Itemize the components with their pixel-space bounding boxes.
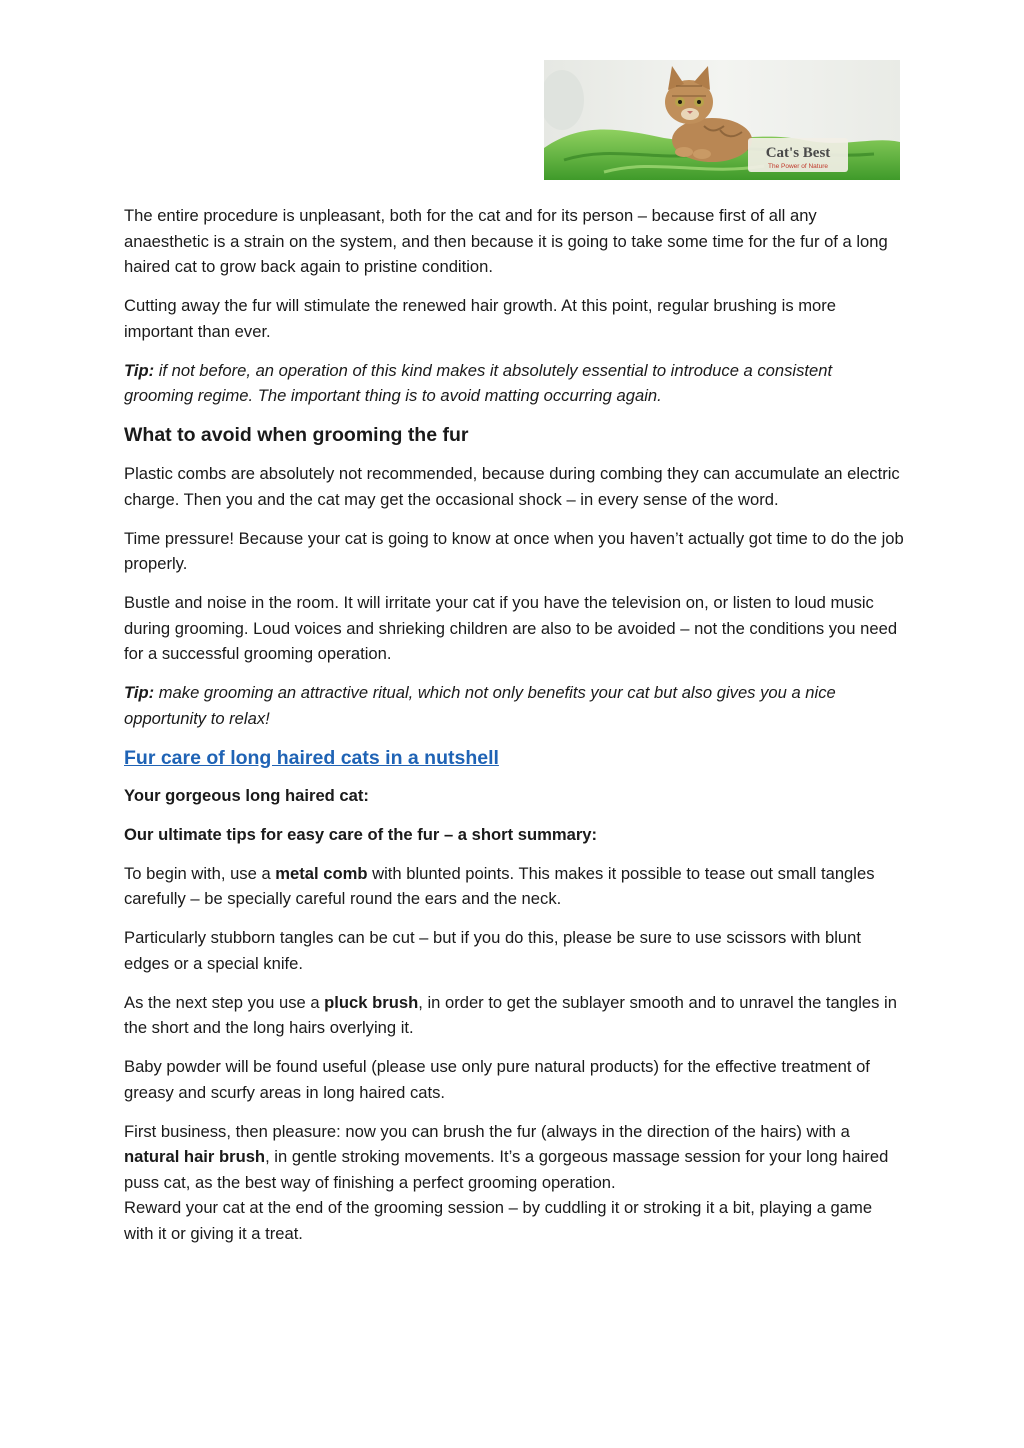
paragraph-procedure: The entire procedure is unpleasant, both for the cat and for its person – because first of all any anaesthetic is a strain on the system, and then because it is going to take some time for the fur of a long haired cat to grow back again to pristine condition. xyxy=(124,206,888,276)
paragraph-metal-comb xyxy=(124,861,904,912)
paragraph-stubborn-tangles: Particularly stubborn tangles can be cut – but if you do this, please be sure to use scissors with blunt edges or a special knife. xyxy=(124,928,861,973)
tip-label: Tip: xyxy=(124,683,155,702)
text-span: As the next step you use a xyxy=(124,992,325,1012)
paragraph-pluck-brush xyxy=(124,990,904,1041)
text-span: , in gentle stroking movements. It’s a gorgeous massage session for your long haired puss cat, as the best way of finishing a perfect grooming operation. xyxy=(124,1147,889,1192)
text-span: , in order to get the sublayer smooth and to unravel the tangles in the short and the long hairs overlying it. xyxy=(124,992,897,1037)
tip-ritual xyxy=(124,680,904,731)
text-span: To begin with, use a xyxy=(124,863,276,883)
brand-tagline-text: The Power of Nature xyxy=(768,163,828,170)
emphasis-metal-comb: metal comb xyxy=(275,863,368,883)
emphasis-natural-hair-brush: natural hair brush xyxy=(124,1147,266,1166)
paragraph-regrowth: Cutting away the fur will stimulate the renewed hair growth. At this point, regular brushing is more important than ever. xyxy=(124,296,837,341)
bold-intro-line: Your gorgeous long haired cat: xyxy=(124,785,369,805)
text-span: with blunted points. This makes it possible to tease out small tangles carefully – be specially careful round the ears and the neck. xyxy=(124,863,875,908)
emphasis-pluck-brush: pluck brush xyxy=(324,992,419,1012)
paragraph-time-pressure: Time pressure! Because your cat is going to know at once when you haven’t actually got time to do the job properly. xyxy=(124,528,904,573)
paragraph-natural-brush xyxy=(124,1119,904,1196)
paragraph-plastic-combs: Plastic combs are absolutely not recommended, because during combing they can accumulate an electric charge. Then you and the cat may get the occasional shock – in every sense of the word. xyxy=(124,464,900,509)
paragraph-baby-powder: Baby powder will be found useful (please use only pure natural products) for the effective treatment of greasy and scurfy areas in long haired cats. xyxy=(124,1057,870,1102)
tip-text: if not before, an operation of this kind makes it absolutely essential to introduce a consistent grooming regime. The important thing is to avoid matting occurring again. xyxy=(124,360,833,405)
paragraph-noise: Bustle and noise in the room. It will irritate your cat if you have the television on, or listen to loud music during grooming. Loud voices and shrieking children are also to be avoided – not the conditions you need for a successful grooming operation. xyxy=(124,593,898,663)
bold-summary-line: Our ultimate tips for easy care of the fur – a short summary: xyxy=(124,824,598,844)
tip-text: make grooming an attractive ritual, which not only benefits your cat but also gives you a nice opportunity to relax! xyxy=(124,683,836,728)
heading-nutshell-link[interactable]: Fur care of long haired cats in a nutshell xyxy=(124,746,499,769)
brand-banner-image xyxy=(544,60,900,180)
paragraph-reward: Reward your cat at the end of the grooming session – by cuddling it or stroking it a bit, playing a game with it or giving it a treat. xyxy=(124,1198,873,1243)
brand-logo-text: Cat's Best xyxy=(765,145,831,161)
cat-on-blanket-illustration xyxy=(544,60,900,180)
article-body xyxy=(124,203,904,1260)
text-span: First business, then pleasure: now you can brush the fur (always in the direction of the hairs) with a xyxy=(124,1121,850,1141)
heading-what-to-avoid: What to avoid when grooming the fur xyxy=(124,424,469,446)
tip-label: Tip: xyxy=(124,360,155,380)
tip-routine xyxy=(124,358,904,409)
